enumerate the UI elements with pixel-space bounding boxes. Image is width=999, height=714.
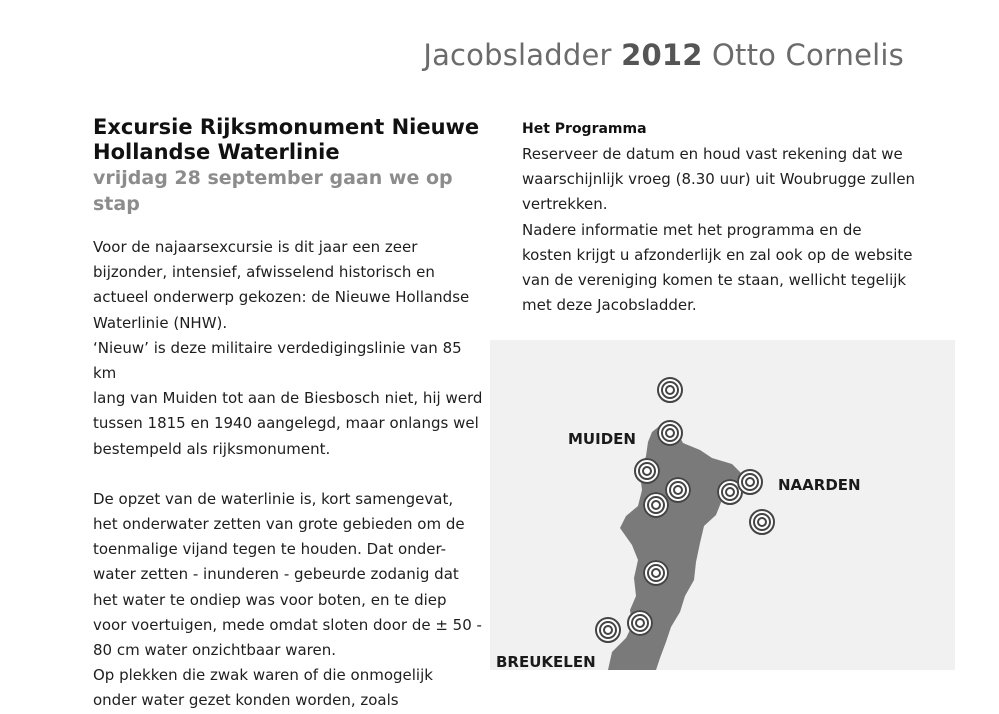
header-prefix: Jacobsladder	[423, 38, 612, 72]
article-title	[93, 115, 488, 165]
programma-text	[522, 142, 917, 318]
body-line: actueel onderwerp gekozen: de Nieuwe Hollandse	[93, 288, 470, 307]
programma-heading: Het Programma	[522, 121, 647, 137]
fort-marker	[627, 610, 653, 636]
programma-line: Nadere informatie met het programma en de	[522, 220, 862, 239]
body-line: Voor de najaarsexcursie is dit jaar een zeer	[93, 238, 418, 256]
fort-marker	[595, 617, 621, 643]
fort-marker	[643, 560, 669, 586]
fort-marker	[665, 477, 691, 503]
waterlinie-map	[490, 340, 955, 670]
fort-marker	[657, 420, 683, 446]
fort-marker	[634, 458, 660, 484]
page-header	[423, 38, 904, 72]
fort-marker	[737, 469, 763, 495]
programma-line: Reserveer de datum en houd vast rekening dat we	[522, 145, 903, 163]
article-subtitle: vrijdag 28 september gaan we op stap	[93, 167, 453, 215]
body-line: onder water gezet konden worden, zoals	[93, 691, 399, 710]
city-label-breukelen: BREUKELEN	[496, 653, 596, 670]
body-line: Waterlinie (NHW).	[93, 313, 228, 332]
body-line: bestempeld als rijksmonument.	[93, 439, 331, 458]
body-line: voor voertuigen, mede omdat sloten door de ± 50 -	[93, 615, 482, 634]
programma-line: waarschijnlijk vroeg (8.30 uur) uit Woubrugge zullen	[522, 170, 916, 189]
body-line: water zetten - inunderen - gebeurde zodanig dat	[93, 565, 459, 584]
body-line: het onderwater zetten van grote gebieden om de	[93, 515, 465, 534]
city-label-muiden: MUIDEN	[568, 430, 636, 448]
body-line: lang van Muiden tot aan de Biesbosch niet, hij werd	[93, 389, 483, 408]
programma-line: kosten krijgt u afzonderlijk en zal ook op de website	[522, 245, 913, 264]
body-line: Op plekken die zwak waren of die onmogelijk	[93, 666, 433, 685]
programma-line: vertrekken.	[522, 195, 608, 214]
programma-line: met deze Jacobsladder.	[522, 296, 697, 315]
article-title-line-1: Excursie Rijksmonument Nieuwe	[93, 115, 480, 139]
article-column	[93, 115, 488, 714]
body-line: het water te ondiep was voor boten, en te diep	[93, 590, 447, 609]
body-line: 80 cm water onzichtbaar waren.	[93, 641, 336, 660]
header-year: 2012	[621, 38, 703, 72]
header-author: Otto Cornelis	[712, 38, 904, 72]
body-line: tussen 1815 en 1940 aangelegd, maar onlangs wel	[93, 414, 479, 433]
paragraph-gap	[93, 462, 488, 487]
fort-marker	[749, 509, 775, 535]
article-body	[93, 235, 488, 714]
programma-column	[522, 117, 917, 318]
city-label-naarden: NAARDEN	[778, 476, 861, 494]
fort-marker	[657, 377, 683, 403]
body-line: toenmalige vijand tegen te houden. Dat onder-	[93, 540, 447, 559]
map-background	[490, 340, 955, 670]
body-line: ‘Nieuw’ is deze militaire verdedigingslinie van 85 km	[93, 338, 462, 383]
body-line: bijzonder, intensief, afwisselend historisch en	[93, 263, 435, 282]
programma-line: van de vereniging komen te staan, wellicht tegelijk	[522, 271, 907, 290]
map-svg	[490, 340, 955, 670]
body-line: De opzet van de waterlinie is, kort samengevat,	[93, 489, 454, 508]
fort-marker	[643, 492, 669, 518]
article-title-line-2: Hollandse Waterlinie	[93, 140, 340, 164]
